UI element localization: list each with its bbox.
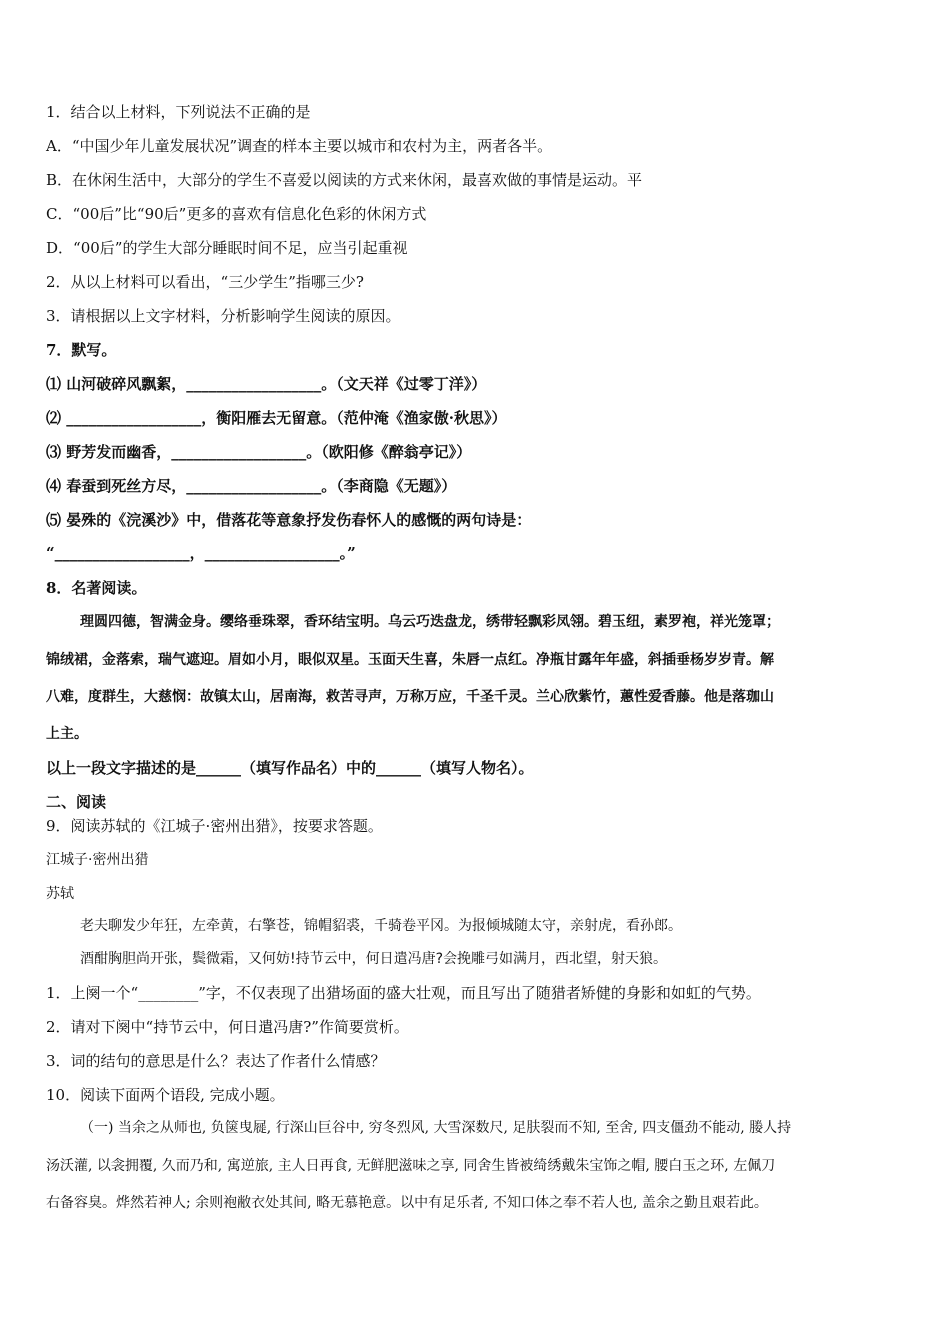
dictation-item-5-blanks: “__________________，__________________。” (46, 544, 356, 562)
poem-stanza-2: 酒酣胸胆尚开张，鬓微霜，又何妨!持节云中，何日遣冯唐?会挽雕弓如满月，西北望，射天狼。 (80, 951, 668, 967)
question-8-heading: 8．名著阅读。 (46, 579, 147, 597)
question-9-1: 1．上阕一个“________”字，不仅表现了出猎场面的盛大壮观，而且写出了随猎者矫健的身影和如虹的气势。 (46, 984, 761, 1002)
option-a: A．“中国少年儿童发展状况”调查的样本主要以城市和农村为主，两者各半。 (46, 137, 553, 155)
dictation-item-1: ⑴ 山河破碎风飘絮，__________________。（文天祥《过零丁洋》） (46, 375, 487, 393)
question-7-heading: 7．默写。 (46, 341, 117, 359)
question-9: 9．阅读苏轼的《江城子·密州出猎》，按要求答题。 (46, 817, 383, 835)
option-b: B．在休闲生活中，大部分的学生不喜爱以阅读的方式来休闲，最喜欢做的事情是运动。平 (46, 171, 643, 189)
question-9-3: 3．词的结句的意思是什么？表达了作者什么情感？ (46, 1052, 386, 1070)
classic-passage-line: 理圆四德，智满金身。缨络垂珠翠，香环结宝明。乌云巧迭盘龙，绣带轻飘彩凤翎。碧玉纽，素罗袍，祥光笼罩； (80, 614, 780, 630)
passage-line: 右备容臭。烨然若神人; 余则袍敝衣处其间, 略无慕艳意。以中有足乐者, 不知口体之奉不若人也, 盖余之勤且艰若此。 (46, 1195, 768, 1211)
passage-line: （一) 当余之从师也, 负箧曳屣, 行深山巨谷中, 穷冬烈风, 大雪深数尺, 足肤裂而不知, 至舍, 四支僵劲不能动, 媵人持 (80, 1120, 792, 1136)
dictation-item-4: ⑷ 春蚕到死丝方尽，__________________。（李商隐《无题》） (46, 477, 457, 495)
question-2: 2．从以上材料可以看出，“三少学生”指哪三少? (46, 273, 364, 291)
poem-stanza-1: 老夫聊发少年狂，左牵黄，右擎苍，锦帽貂裘，千骑卷平冈。为报倾城随太守，亲射虎，看孙郎。 (80, 918, 682, 934)
passage-line: 汤沃灌, 以衾拥覆, 久而乃和, 寓逆旅, 主人日再食, 无鲜肥滋味之享, 同舍生皆被绮绣戴朱宝饰之帽, 腰白玉之环, 左佩刀 (46, 1158, 776, 1174)
classic-passage-line: 锦绒裙，金落索，瑞气遮迎。眉如小月，眼似双星。玉面天生喜，朱唇一点红。净瓶甘露年年盛，斜插垂杨岁岁青。解 (46, 652, 774, 668)
question-8-prompt: 以上一段文字描述的是______（填写作品名）中的______（填写人物名）。 (46, 759, 534, 777)
question-10: 10．阅读下面两个语段, 完成小题。 (46, 1086, 285, 1104)
dictation-item-5: ⑸ 晏殊的《浣溪沙》中，借落花等意象抒发伤春怀人的感慨的两句诗是： (46, 511, 532, 529)
dictation-item-3: ⑶ 野芳发而幽香，__________________。（欧阳修《醉翁亭记》） (46, 443, 472, 461)
question-3: 3．请根据以上文字材料，分析影响学生阅读的原因。 (46, 307, 401, 325)
classic-passage-line: 上主。 (46, 726, 88, 742)
dictation-item-2: ⑵ __________________，衡阳雁去无留意。（范仲淹《渔家傲·秋思》） (46, 409, 507, 427)
section-heading-reading: 二、阅读 (46, 793, 107, 811)
question-1: 1．结合以上材料，下列说法不正确的是 (46, 103, 311, 121)
poem-author: 苏轼 (46, 886, 74, 902)
classic-passage-line: 八难，度群生，大慈悯：故镇太山，居南海，救苦寻声，万称万应，千圣千灵。兰心欣紫竹，蕙性爱香藤。他是落珈山 (46, 689, 774, 705)
poem-title: 江城子·密州出猎 (46, 852, 149, 868)
option-d: D．“00后”的学生大部分睡眠时间不足，应当引起重视 (46, 239, 408, 257)
option-c: C．“00后”比“90后”更多的喜欢有信息化色彩的休闲方式 (46, 205, 427, 223)
question-9-2: 2．请对下阕中“持节云中，何日遣冯唐?”作简要赏析。 (46, 1018, 409, 1036)
